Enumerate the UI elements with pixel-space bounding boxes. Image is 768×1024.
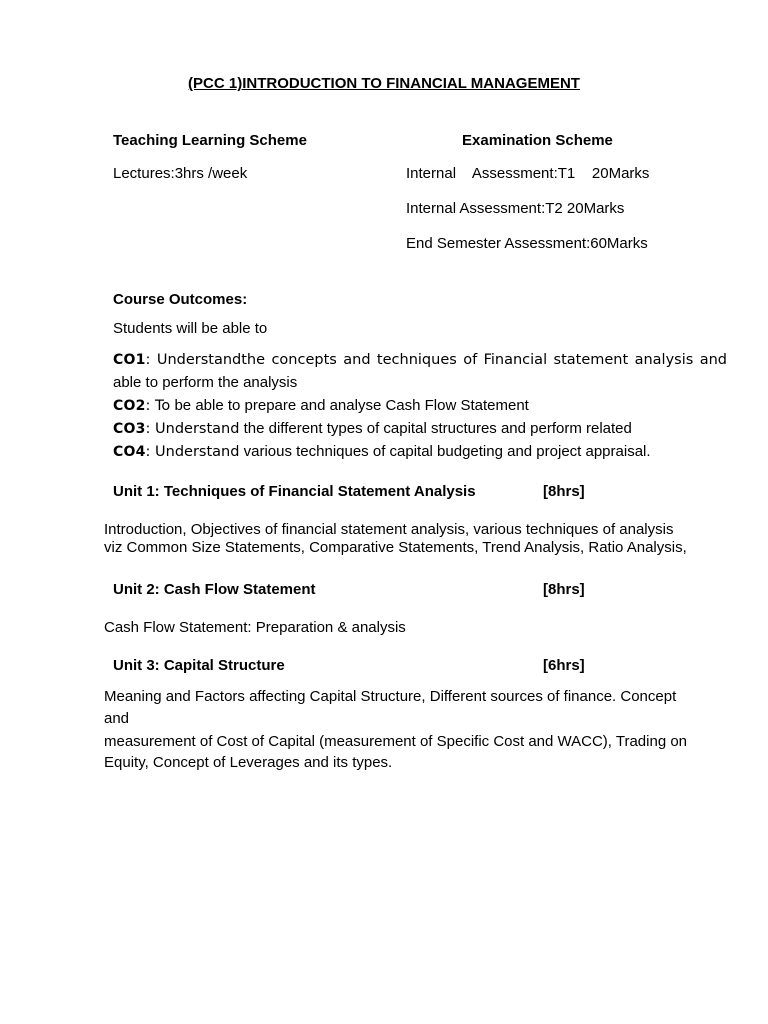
unit-1-title: Unit 1: Techniques of Financial Statement Analysis	[113, 483, 476, 500]
teaching-scheme-heading: Teaching Learning Scheme	[113, 132, 307, 149]
unit-1-line-2: viz Common Size Statements, Comparative Statements, Trend Analysis, Ratio Analysis,	[104, 539, 687, 556]
unit-3-line-2: and	[104, 710, 130, 727]
unit-3-line-4: Equity, Concept of Leverages and its types.	[104, 754, 393, 771]
outcome-co3	[113, 420, 632, 437]
outcome-lead: : Understand	[145, 421, 240, 437]
unit-3-line-1: Meaning and Factors affecting Capital Structure, Different sources of finance. Concept	[104, 688, 677, 705]
unit-2-title: Unit 2: Cash Flow Statement	[113, 581, 316, 598]
unit-3-title: Unit 3: Capital Structure	[113, 657, 285, 674]
outcome-co1-continuation: able to perform the analysis	[113, 374, 298, 391]
outcome-code: CO1	[113, 352, 146, 368]
unit-1-hours: [8hrs]	[543, 483, 585, 500]
unit-3-hours: [6hrs]	[543, 657, 585, 674]
unit-2-line-1: Cash Flow Statement: Preparation & analysis	[104, 619, 406, 636]
course-outcomes-heading: Course Outcomes:	[113, 291, 248, 308]
outcome-lead: : Understand	[145, 444, 240, 460]
outcome-code: CO4	[113, 444, 146, 460]
outcome-lead: : Understandthe concepts and techniques of Financial statement analysis and	[145, 352, 727, 368]
outcome-text: various techniques of capital budgeting and project appraisal.	[239, 443, 651, 460]
exam-item-t1: Internal Assessment:T1 20Marks	[406, 165, 650, 182]
unit-2-hours: [8hrs]	[543, 581, 585, 598]
exam-item-end-semester: End Semester Assessment:60Marks	[406, 235, 648, 252]
outcomes-intro: Students will be able to	[113, 320, 268, 337]
exam-scheme-heading: Examination Scheme	[462, 132, 613, 149]
exam-item-t2: Internal Assessment:T2 20Marks	[406, 200, 625, 217]
unit-3-line-3: measurement of Cost of Capital (measurement of Specific Cost and WACC), Trading on	[104, 733, 688, 750]
document-title: (PCC 1)INTRODUCTION TO FINANCIAL MANAGEMENT	[188, 75, 580, 92]
outcome-text: the different types of capital structures and perform related	[239, 420, 632, 437]
outcome-co1	[113, 351, 727, 368]
outcome-code: CO2	[113, 398, 146, 414]
outcome-text: be able to prepare and analyse Cash Flow Statement	[170, 397, 529, 414]
unit-1-line-1: Introduction, Objectives of financial statement analysis, various techniques of analysis	[104, 521, 674, 538]
outcome-co2	[113, 397, 529, 414]
outcome-lead: : To	[145, 398, 171, 414]
outcome-code: CO3	[113, 421, 146, 437]
lectures-text: Lectures:3hrs /week	[113, 165, 248, 182]
outcome-co4	[113, 443, 651, 460]
